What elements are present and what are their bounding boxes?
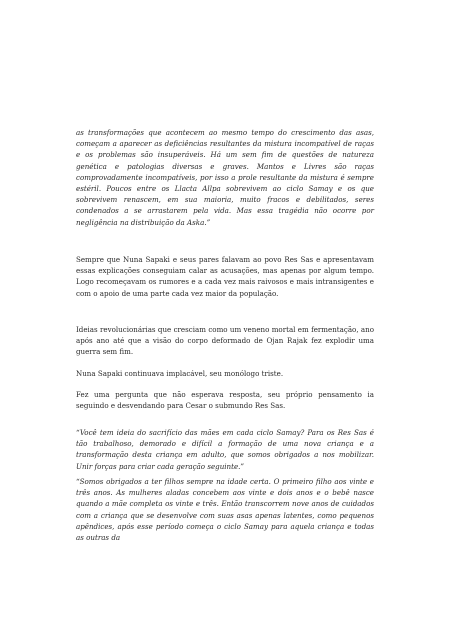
paragraph-6: “Você tem ideia do sacrifício das mães em cada ciclo Samay? Para os Res Sas é tão trabalhoso, demorado e difícil a formação de uma nova criança e a transformação desta criança em adulto, que somos obrigados a nos mobilizar. Unir forças para criar cada geração seguinte.” bbox=[76, 428, 374, 471]
paragraph-7: “Somos obrigados a ter filhos sempre na idade certa. O primeiro filho aos vinte e três anos. As mulheres aladas concebem aos vinte e dois anos e o bebê nasce quando a mãe completa os vinte e três. Então transcorrem nove anos de cuidados com a criança que se desenvolve com suas asas apenas latentes, como pequenos apêndices, após esse período começa o ciclo Samay para aquela criança e todas as outras da bbox=[76, 477, 374, 543]
paragraph-3: Ideias revolucionárias que cresciam como um veneno mortal em fermentação, ano após ano até que a visão do corpo deformado de Ojan Rajak fez explodir uma guerra sem fim. bbox=[76, 325, 374, 357]
paragraph-5: Fez uma pergunta que não esperava resposta, seu próprio pensamento ia seguindo e desvendando para Cesar o submundo Res Sas. bbox=[76, 390, 374, 411]
paragraph-1: as transformações que acontecem ao mesmo tempo do crescimento das asas, começam a aparecer as deficiências resultantes da mistura incompatível de raças e os problemas são insuperáveis. Há um sem fim de questões de natureza genética e patologias diversas e graves. Mantos e Livres são raças comprovadamente incompatíveis, por isso a prole resultante da mistura é sempre estéril. Poucos entre os Llacta Allpa sobrevivem ao ciclo Samay e os que sobrevivem renascem, em sua maioria, muito fracos e debilitados, seres condenados a se arrastarem pela vida. Mas essa tragédia não ocorre por negligência na distribuição da Aska.” bbox=[76, 128, 374, 227]
paragraph-2: Sempre que Nuna Sapaki e seus pares falavam ao povo Res Sas e apresentavam essas explicações conseguiam calar as acusações, mas apenas por algum tempo. Logo recomeçavam os rumores e a cada vez mais raivosos e mais intransigentes e com o apoio de uma parte cada vez maior da população. bbox=[76, 255, 374, 298]
paragraph-4: Nuna Sapaki continuava implacável, seu monólogo triste. bbox=[76, 369, 284, 378]
